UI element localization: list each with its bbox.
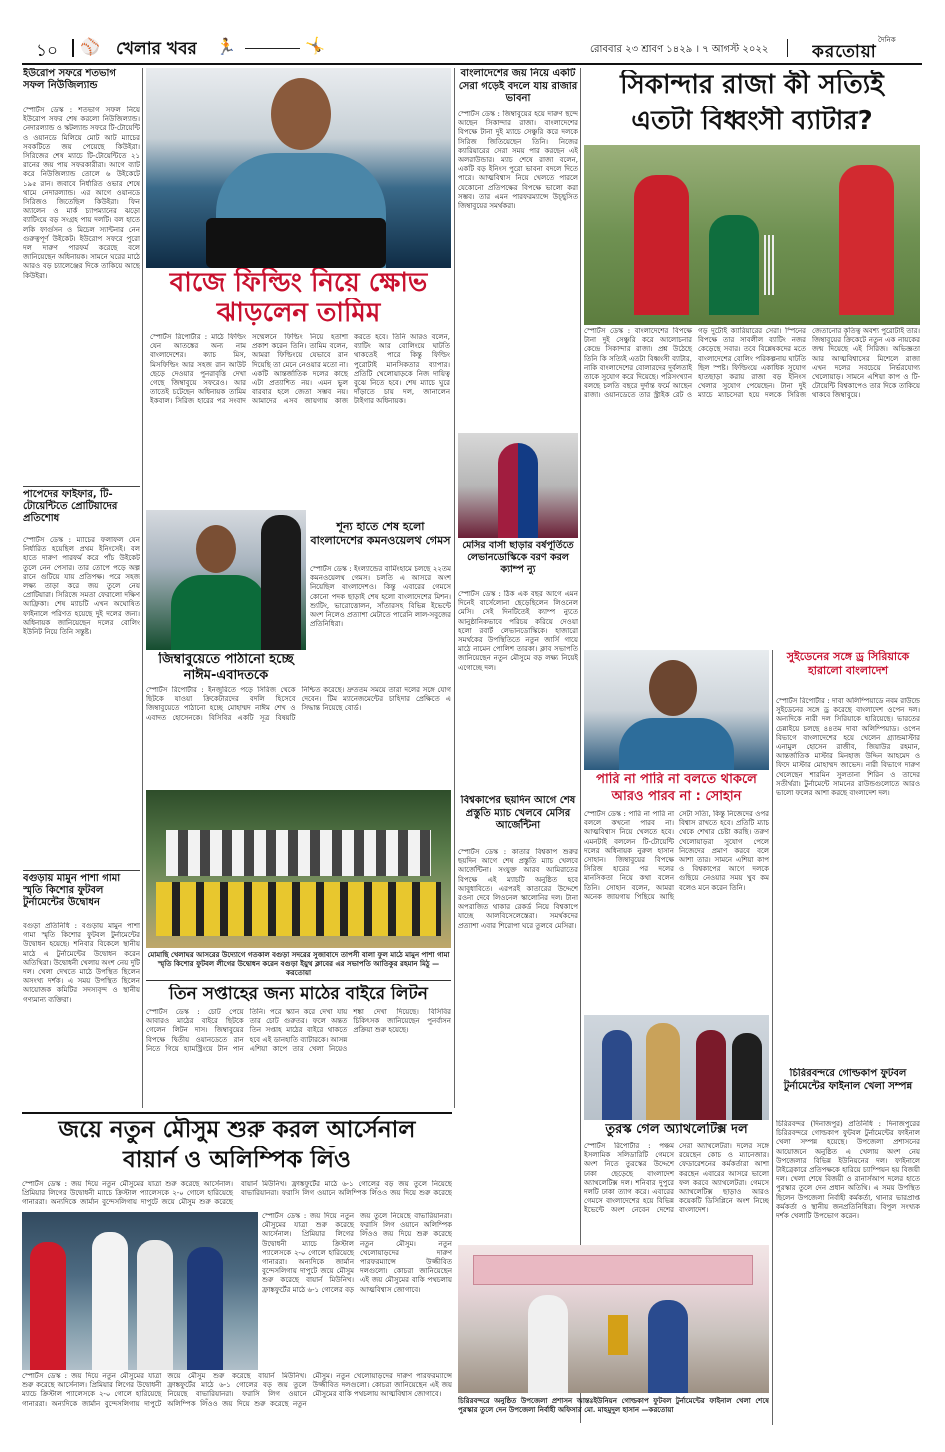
prize-caption: চিরিরবন্দরে অনুষ্ঠিত উপজেলা প্রশাসন আন্তঃইউনিয়ন গোল্ডকাপ ফুটবল টুর্নামেন্টের ফাইনাল খেলা শেষে পুরস্কার তুলে দেন উপজেলা নির্বাহী অফিসার মো. মাহমুদুল হাসান —করতোয়া — [458, 1396, 769, 1414]
microphone-cluster — [206, 218, 386, 268]
lyon-player-2 — [137, 1240, 173, 1370]
page-header — [30, 36, 920, 62]
fielder-figure — [839, 165, 894, 315]
page-number: ১০ — [36, 41, 59, 61]
sohan-shoulders — [619, 718, 734, 770]
argentina-body: স্পোর্টস ডেস্ক : কাতার বিশ্বকাপ শুরুর ছয়দিন আগে শেষ প্রস্তুতি ম্যাচ খেলবে আর্জেন্টিনা। সংযুক্ত আরব আমিরাতের বিপক্ষে এই ম্যাচটি অনুষ্ঠিত হবে আবুধাবিতে। এরপরই কাতারের উদ্দেশে রওনা দেবে লিওনেল স্কালোনির দল। টানা অপরাজিত থাকার রেকর্ড নিয়ে বিশ্বকাপে যাচ্ছে আলবিসেলেস্তেরা। সমর্থকদের প্রত্যাশা এবার শিরোপা ঘরে তুলবে মেসিরা। — [458, 848, 578, 930]
tamim-head — [271, 78, 331, 150]
naim-jersey — [171, 575, 266, 650]
masthead-small: দৈনিক — [878, 36, 896, 44]
athletics-photo — [584, 1015, 769, 1120]
sweden-headline: সুইডেনের সঙ্গে ড্র সিরিয়াকে হারালো বাংলাদেশ — [786, 650, 910, 677]
header-rule — [245, 48, 300, 49]
team-row-front — [156, 882, 441, 936]
liton-headline: তিন সপ্তাহের জন্য মাঠের বাইরে লিটন — [169, 984, 428, 1004]
bogura-body: বগুড়া প্রতিনিধি : বগুড়ায় মামুন পাশা গামা স্মৃতি কিশোর ফুটবল টুর্নামেন্টের উদ্বোধন হয়েছে। শনিবার বিকেলে স্থানীয় মাঠে এ টুর্নামেন্টের উদ্বোধন করেন অতিথিরা। উদ্বোধনী খেলায় অংশ নেয় দুটি দল। খেলা দেখতে মাঠে উপস্থিত ছিলেন অসংখ্য দর্শক। এ সময় উপস্থিত ছিলেন আয়োজক কমিটির সদস্যবৃন্দ ও স্থানীয় গণ্যমান্য ব্যক্তিরা। — [23, 922, 140, 1004]
sweden-body: স্পোর্টস রিপোর্টার : দাবা অলিম্পিয়াডে নবম রাউন্ডে সুইডেনের সঙ্গে ড্র করেছে বাংলাদেশ ওপেন দল। অন্যদিকে নারী দল সিরিয়াকে হারিয়েছে। ভারতের চেন্নাইয়ে চলছে ৪৪তম দাবা অলিম্পিয়াড। ওপেন বিভাগে বাংলাদেশের হয়ে খেলেন গ্র্যান্ডমাস্টার এনামুল হোসেন রাজীব, জিয়াউর রহমান, আন্তর্জাতিক মাস্টার মিনহাজ উদ্দিন আহমেদ ও ফিদে মাস্টার মোহাম্মদ জাভেদ। নারী বিভাগে দারুণ খেলেছেন শারমিন সুলতানা শিরিন ও তাদের সতীর্থরা। টুর্নামেন্টে সামনের রাউন্ডগুলোতে আরও ভালো ফলের আশা করছে বাংলাদেশ দল। — [776, 697, 920, 798]
athlete-3 — [696, 1030, 726, 1120]
player-figure — [648, 1300, 688, 1393]
messi-body: স্পোর্টস ডেস্ক : ঠিক এক বছর আগে এমন দিনেই বার্সেলোনা ছেড়েছিলেন লিওনেল মেসি। সেই দিনটিতেই ক্যাম্প ন্যুতে আনুষ্ঠানিকভাবে পরিচয় করিয়ে দেওয়া হলো রবার্ট লেভানডোস্কিকে। হাজারো সমর্থকের উপস্থিতিতে নতুন জার্সি গায়ে মাঠে নামেন পোলিশ তারকা। ক্লাব সভাপতি জানিয়েছেন নতুন মৌসুমে বড় লক্ষ্য নিয়েই এগোচ্ছে দল। — [458, 590, 578, 672]
arsenal-intro: স্পোর্টস ডেস্ক : জয় দিয়ে নতুন মৌসুমের যাত্রা শুরু করেছে আর্সেনাল। প্রিমিয়ার লিগের উদ্বোধনী ম্যাচে ক্রিস্টাল প্যালেসকে ২-০ গোলে হারিয়েছে গানাররা। অন্যদিকে জার্মান বুন্দেসলিগায় দাপুটে জয়ে মৌসুম শুরু করেছে বায়ার্ন মিউনিখ। ফ্রাঙ্কফুর্টের মাঠে ৬-১ গোলের বড় জয় তুলে নিয়েছে বাভারিয়ানরা। ফরাসি লিগ ওয়ানে অলিম্পিক লিঁওও জয় দিয়ে শুরু করেছে — [22, 1180, 452, 1207]
col-divider-3 — [580, 68, 581, 1423]
player-2-figure — [261, 515, 301, 650]
arsenal-body-bottom: স্পোর্টস ডেস্ক : জয় দিয়ে নতুন মৌসুমের যাত্রা শুরু করেছে আর্সেনাল। প্রিমিয়ার লিগের উদ্বোধনী ম্যাচে ক্রিস্টাল প্যালেসকে ২-০ গোলে হারিয়েছে গানাররা। অন্যদিকে জার্মান বুন্দেসলিগায় দাপুটে জয়ে মৌসুম শুরু করেছে বায়ার্ন মিউনিখ। ফ্রাঙ্কফুর্টের মাঠে ৬-১ গোলের বড় জয় তুলে নিয়েছে বাভারিয়ানরা। ফরাসি লিগ ওয়ানে অলিম্পিক লিঁওও জয় দিয়ে শুরু করেছে নতুন মৌসুম। নতুন খেলোয়াড়দের দারুণ পারফরম্যান্সে উজ্জীবিত দলগুলো। কোচরা জানিয়েছেন এই জয় মৌসুমের বাকি পথচলায় আত্মবিশ্বাস জোগাবে। — [22, 1372, 452, 1408]
nz-headline: ইউরোপ সফরে শতভাগ সফল নিউজিল্যান্ড — [23, 68, 116, 91]
argentina-headline: বিশ্বকাপের ছয়দিন আগে শেষ প্রস্তুতি ম্যাচ খেলবে মেসির আর্জেন্টিনা — [460, 795, 576, 831]
team-photo-caption: মোমাছি খেলাঘর আসরের উদ্যোগে গতকাল বগুড়া সদরের সুজাবাদে তাপসী বালা ফুল মাঠে মামুন পাশা গামা স্মৃতি কিশোর ফুটবল লীগের উদ্বোধন করেন বগুড়া ইয়ুথ ক্লাবের এর সভাপতি আতিকুর রহমান মিঠু —করতোয়া — [147, 950, 450, 977]
footballer-icon: 🤸 — [305, 36, 325, 55]
section-title: খেলার খবর — [116, 39, 197, 59]
divider-bar — [72, 39, 74, 57]
proteas-headline: পাপেদের ফাইফার, টি-টোয়েন্টিতে প্রোটিয়াদের প্রতিশোধ — [23, 486, 140, 534]
messi-photo — [458, 433, 578, 538]
arsenal-headline-2: বায়ার্ন ও অলিম্পিক লিঁও — [123, 1147, 351, 1173]
masthead-logo: করতোয়া — [812, 42, 877, 62]
keeper-figure — [709, 215, 759, 315]
sohan-body: স্পোর্টস ডেস্ক : পারি না পারি না বললে কখনো পারব না। আত্মবিশ্বাস নিয়ে খেলতে হবে। এমনটাই বললেন টি-টোয়েন্টি দলের অধিনায়ক নুরুল হাসান সোহান। জিম্বাবুয়ের বিপক্ষে সিরিজ হারের পর দলের মানসিকতা নিয়ে কথা বলেন তিনি। সোহান বলেন, আমরা অনেক জায়গায় পিছিয়ে আছি সেটা সত্যি, কিন্তু নিজেদের ওপর বিশ্বাস রাখতে হবে। প্রতিটি ম্যাচ থেকে শেখার চেষ্টা করছি। তরুণ খেলোয়াড়রা সুযোগ পেলে নিজেদের প্রমাণ করবে বলে আশা তার। সামনে এশিয়া কাপ ও বিশ্বকাপের আগে দলকে গুছিয়ে নেওয়ার সময় খুব কম বলেও মনে করেন তিনি। — [584, 810, 769, 901]
commonwealth-body: স্পোর্টস ডেস্ক : ইংল্যান্ডের বার্মিংহামে চলছে ২২তম কমনওয়েলথ গেমস। চলতি এ আসরে অংশ নিয়েছিল বাংলাদেশও। কিন্তু এবারের গেমসে কোনো পদক ছাড়াই শেষ হলো বাংলাদেশের মিশন। শ্যুটিং, ভারোত্তোলন, সাঁতারসহ বিভিন্ন ইভেন্টে অংশ নিলেও প্রত্যাশা মেটাতে পারেনি লাল-সবুজের প্রতিনিধিরা। — [310, 565, 451, 629]
cricket-player-icon: ⚾ — [80, 37, 100, 56]
naim-head — [196, 525, 236, 573]
team-row-back — [166, 830, 431, 876]
athletics-headline: তুরস্ক গেল অ্যাথলেটিক্স দল — [605, 1122, 748, 1137]
raza-headline-2: এতটা বিধ্বংসী ব্যাটার? — [631, 106, 873, 136]
team-photo — [146, 790, 451, 948]
naim-photo — [146, 510, 306, 650]
arsenal-photo — [22, 1212, 258, 1370]
raza-side-headline: বাংলাদেশের জয় নিয়ে একটি সেরা গড়েই বদলে যায় রাজার ভাবনা — [458, 68, 578, 104]
raza-side-body: স্পোর্টস ডেস্ক : জিম্বাবুয়ের হয়ে দারুণ ছন্দে আছেন সিকান্দার রাজা। বাংলাদেশের বিপক্ষে টানা দুই ম্যাচে সেঞ্চুরি করে দলকে সিরিজ জিতিয়েছেন তিনি। নিজের ক্যারিয়ারের সেরা সময় পার করছেন এই অলরাউন্ডার। ম্যাচ শেষে রাজা বলেন, একটি বড় ইনিংস পুরো ভাবনা বদলে দিতে পারে। আত্মবিশ্বাস নিয়ে খেলতে পারলে যেকোনো প্রতিপক্ষের বিপক্ষে ভালো করা সম্ভব। তার এমন পারফরম্যান্সে উচ্ছ্বসিত জিম্বাবুয়ের সমর্থকরা। — [458, 110, 578, 211]
left-column — [23, 68, 140, 1113]
liton-rule — [146, 980, 451, 981]
messi-headline: মেসির বার্সা ছাড়ার বর্ষপূর্তিতে লেভানডোস্কিকে বরণ করল ক্যাম্প ন্যু — [462, 540, 574, 575]
bogura-headline: বগুড়ায় মামুন পাশা গামা স্মৃতি কিশোর ফুটবল টুর্নামেন্টের উদ্বোধন — [23, 870, 140, 920]
arsenal-headline-1: জয়ে নতুন মৌসুম শুরু করল আর্সেনাল — [58, 1117, 416, 1143]
tamim-headline-1: বাজে ফিল্ডিং নিয়ে ক্ষোভ — [169, 268, 428, 298]
athlete-4 — [732, 1033, 762, 1120]
tamim-photo — [146, 68, 451, 268]
tamim-headline-2: ঝাড়লেন তামিম — [216, 298, 381, 328]
chirirbandar-body: চিরিরবন্দর (দিনাজপুর) প্রতিনিধি : দিনাজপুরের চিরিরবন্দরে গোল্ডকাপ ফুটবল টুর্নামেন্টের ফাইনাল খেলা সম্পন্ন হয়েছে। উপজেলা প্রশাসনের আয়োজনে অনুষ্ঠিত এ খেলায় অংশ নেয় উপজেলার বিভিন্ন ইউনিয়নের দল। ফাইনালে টাইব্রেকারে প্রতিপক্ষকে হারিয়ে চ্যাম্পিয়ন হয় বিজয়ী দল। খেলা শেষে বিজয়ী ও রানার্সআপ দলের হাতে পুরস্কার তুলে দেন প্রধান অতিথি। এ সময় উপস্থিত ছিলেন উপজেলা নির্বাহী কর্মকর্তা, থানার ভারপ্রাপ্ত কর্মকর্তা ও স্থানীয় জনপ্রতিনিধিরা। বিপুল সংখ্যক দর্শক খেলাটি উপভোগ করেন। — [776, 1120, 920, 1221]
arsenal-body-right: স্পোর্টস ডেস্ক : জয় দিয়ে নতুন মৌসুমের যাত্রা শুরু করেছে আর্সেনাল। প্রিমিয়ার লিগের উদ্বোধনী ম্যাচে ক্রিস্টাল প্যালেসকে ২-০ গোলে হারিয়েছে গানাররা। অন্যদিকে জার্মান বুন্দেসলিগায় দাপুটে জয়ে মৌসুম শুরু করেছে বায়ার্ন মিউনিখ। ফ্রাঙ্কফুর্টের মাঠে ৬-১ গোলের বড় জয় তুলে নিয়েছে বাভারিয়ানরা। ফরাসি লিগ ওয়ানে অলিম্পিক লিঁওও জয় দিয়ে শুরু করেছে নতুন মৌসুম। নতুন খেলোয়াড়দের দারুণ পারফরম্যান্সে উজ্জীবিত দলগুলো। কোচরা জানিয়েছেন এই জয় মৌসুমের বাকি পথচলায় আত্মবিশ্বাস জোগাবে। — [262, 1212, 452, 1294]
batter-figure — [634, 175, 689, 315]
athletics-body: স্পোর্টস রিপোর্টার : পঞ্চম ইসলামিক সলিডারিটি গেমসে অংশ নিতে তুরস্কের উদ্দেশে ঢাকা ছেড়েছে বাংলাদেশ অ্যাথলেটিক্স দল। শনিবার দুপুরে দলটি ঢাকা ত্যাগ করে। এবারের গেমসে বাংলাদেশের হয়ে বিভিন্ন ইভেন্টে অংশ নেবেন দেশের সেরা অ্যাথলেটরা। দলের সঙ্গে রয়েছেন কোচ ও ম্যানেজার। ফেডারেশনের কর্মকর্তারা আশা করছেন এবারের আসরে ভালো ফল করবে অ্যাথলেটরা। গেমসে অ্যাথলেটিক্স ছাড়াও আরও কয়েকটি ডিসিপ্লিনে অংশ নিচ্ছে বাংলাদেশ। — [584, 1142, 769, 1215]
commonwealth-headline: শূন্য হাতে শেষ হলো বাংলাদেশের কমনওয়েলথ গেমস — [310, 520, 451, 547]
runner-icon: 🏃 — [216, 37, 236, 56]
header-rule-bottom — [22, 63, 922, 65]
athlete-1 — [602, 1030, 632, 1120]
stumps — [764, 235, 774, 295]
col-divider-4 — [772, 650, 773, 1425]
liton-body: স্পোর্টস ডেস্ক : চোট পেয়ে আবারও মাঠের বাইরে ছিটকে গেলেন লিটন দাস। জিম্বাবুয়ের বিপক্ষে দ্বিতীয় ওয়ানডেতে রান নিতে গিয়ে হ্যামস্ট্রিংয়ে টান পান তিনি। পরে স্ক্যান করে দেখা যায় তার চোট গুরুতর। ফলে অন্তত তিন সপ্তাহ মাঠের বাইরে থাকতে হবে এই ডানহাতি ব্যাটারকে। আসন্ন এশিয়া কাপে তার খেলা নিয়েও শঙ্কা দেখা দিয়েছে। বিসিবির চিকিৎসক জানিয়েছেন পুনর্বাসন প্রক্রিয়া শুরু হয়েছে। — [146, 1008, 451, 1053]
prize-photo — [458, 1245, 769, 1393]
chirirbandar-headline: চিরিরবন্দরে গোল্ডকাপ ফুটবল টুর্নামেন্টের ফাইনাল খেলা সম্পন্ন — [783, 1068, 913, 1092]
proteas-body: স্পোর্টস ডেস্ক : ম্যাচের ফলাফল যেন নির্ধারিত হয়েছিল প্রথম ইনিংসেই। বল হাতে দারুণ পারফর্ম করে পাঁচ উইকেট তুলে নেন পেসার। তার তোপে পড়ে অল্প রানে গুটিয়ে যায় প্রতিপক্ষ। পরে সহজ লক্ষ্য তাড়া করে জয় তুলে নেয় প্রোটিয়ারা। সিরিজে সমতা ফেরালো দক্ষিণ আফ্রিকা। শেষ ম্যাচটি এখন অঘোষিত ফাইনালে পরিণত হয়েছে দুই দলের জন্য। অধিনায়ক জানিয়েছেন দলের বোলিং ইউনিট নিয়ে তিনি সন্তুষ্ট। — [23, 536, 140, 637]
bayern-player-1 — [30, 1242, 66, 1370]
sohan-head — [649, 660, 697, 716]
sohan-headline-1: পারি না পারি না বলতে থাকলে — [596, 772, 757, 787]
header-date: রোববার ২৩ শ্রাবণ ১৪২৯ । ৭ আগস্ট ২০২২ — [590, 44, 769, 55]
banner — [473, 1255, 753, 1285]
sohan-photo — [584, 650, 769, 770]
trophy-figure — [608, 1315, 628, 1355]
raza-headline-1: সিকান্দার রাজা কী সত্যিই — [620, 70, 884, 100]
nz-body: স্পোর্টস ডেস্ক : শতভাগ সফল নিয়ে ইউরোপ সফর শেষ করলো নিউজিল্যান্ড। নেদারল্যান্ড ও স্কটল্যান্ড সফরে টি-টোয়েন্টি ও ওয়ানডে মিলিয়ে মোট আট ম্যাচের সবকটিতে জয় পেয়েছে কিউইরা। সিরিজের শেষ ম্যাচে টি-টোয়েন্টিতে ২১ রানের জয় পায় সফরকারীরা। আগে ব্যাট করে নিউজিল্যান্ড তোলে ৬ উইকেটে ১৯৫ রান। জবাবে নির্ধারিত ওভার শেষে থামে নেদারল্যান্ড। এর আগে ওয়ানডে সিরিজও জিতেছিল কিউইরা। ফিন অ্যালেন ও মার্ক চ্যাপম্যানের ঝড়ো ব্যাটিংয়ে বড় সংগ্রহ পায় দলটি। বল হাতে লকি ফার্গুসন ও মিচেল স্যান্টনার নেন গুরুত্বপূর্ণ উইকেট। ইউরোপ সফরে পুরো দল দারুণ পারফর্ম করেছে বলে জানিয়েছেন অধিনায়ক। সামনে ঘরের মাঠে আরও বড় চ্যালেঞ্জের দিকে তাকিয়ে আছে কিউইরা। — [23, 106, 140, 280]
athlete-2 — [646, 1023, 680, 1120]
lewandowski-figure — [498, 443, 538, 538]
raza-body: স্পোর্টস ডেস্ক : বাংলাদেশের বিপক্ষে টানা দুই সেঞ্চুরি করে আলোচনার কেন্দ্রে সিকান্দার রাজা। প্রশ্ন উঠেছে তিনি কি সত্যিই এতটা বিধ্বংসী ব্যাটার, নাকি বাংলাদেশের বোলারদের দুর্বলতাই তাকে সুযোগ করে দিয়েছে। পরিসংখ্যান বলছে চলতি বছরে দুর্দান্ত ফর্মে আছেন রাজা। ওয়ানডেতে তার স্ট্রাইক রেট ও গড় দুটোই ক্যারিয়ারের সেরা। স্পিনের বিপক্ষে তার সাবলীল ব্যাটিং নজর কেড়েছে সবার। তবে বিশ্লেষকদের মতে বাংলাদেশের বোলিং পরিকল্পনায় ঘাটতি ছিল স্পষ্ট। ফিল্ডিংয়ে একাধিক সুযোগ হাতছাড়া করায় রাজা বড় ইনিংস খেলার সুযোগ পেয়েছেন। টানা দুই ম্যাচে ম্যাচসেরা হয়ে দলকে সিরিজ জেতানোর কৃতিত্ব অবশ্য পুরোটাই তার। জিম্বাবুয়ের ক্রিকেটে নতুন এক নায়কের জন্ম দিয়েছে এই সিরিজ। অভিজ্ঞতা আর আত্মবিশ্বাসের মিশেলে রাজা এখন দলের সবচেয়ে নির্ভরযোগ্য খেলোয়াড়। সামনে এশিয়া কাপ ও টি-টোয়েন্টি বিশ্বকাপেও তার দিকে তাকিয়ে থাকবে জিম্বাবুয়ে। — [584, 327, 920, 400]
lyon-player-1 — [92, 1232, 128, 1370]
col-divider-1 — [142, 68, 143, 1108]
sohan-headline-2: আরও পারব না : সোহান — [611, 789, 742, 804]
arsenal-top-rule — [22, 1112, 452, 1114]
col-divider-2 — [454, 68, 455, 1108]
tamim-body: স্পোর্টস রিপোর্টার : মাঠে ফিল্ডিং যেন আতঙ্কের অন্য নাম বাংলাদেশের। ক্যাচ মিস, মিসফিল্ডিং আর সহজ রান আউট ছেড়ে দেওয়ার পুনরাবৃত্তি দেখা গেছে জিম্বাবুয়ে সফরেও। আর তাতেই চটেছেন অধিনায়ক তামিম ইকবাল। সিরিজ হারের পর সংবাদ সম্মেলনে ফিল্ডিং নিয়ে হতাশা প্রকাশ করেন তিনি। তামিম বলেন, আমরা ফিল্ডিংয়ে যেভাবে রান দিয়েছি তা মেনে নেওয়ার মতো না। একটি আন্তর্জাতিক দলের কাছে এটা প্রত্যাশিত নয়। এমন ভুল বারবার হলে জেতা সম্ভব নয়। আমাদের এসব জায়গায় কাজ করতে হবে। তিনি আরও বলেন, ব্যাটিং আর বোলিংয়ে ঘাটতি থাকতেই পারে কিন্তু ফিল্ডিং পুরোটাই মানসিকতার ব্যাপার। প্রতিটি খেলোয়াড়কে নিজ দায়িত্ব বুঝে নিতে হবে। শেষ ম্যাচে ঘুরে দাঁড়াতে চায় দল, জানালেন টাইগার অধিনায়ক। — [150, 333, 450, 406]
raza-photo — [584, 145, 920, 325]
official-figure — [528, 1295, 568, 1393]
header-date-rule — [787, 39, 788, 57]
naim-headline: জিম্বাবুয়েতে পাঠানো হচ্ছে নাঈম-এবাদতকে — [158, 652, 294, 683]
naim-body: স্পোর্টস রিপোর্টার : ইনজুরিতে পড়ে সিরিজ থেকে ছিটকে যাওয়া ক্রিকেটারদের বদলি হিসেবে জিম্বাবুয়েতে পাঠানো হচ্ছে মোহাম্মদ নাঈম শেখ ও এবাদত হোসেনকে। বিসিবির একটি সূত্র বিষয়টি নিশ্চিত করেছে। দ্রুততম সময়ে তারা দলের সঙ্গে যোগ দেবেন। টিম ম্যানেজমেন্টের চাহিদার প্রেক্ষিতে এ সিদ্ধান্ত নিয়েছে বোর্ড। — [146, 686, 451, 722]
arsenal-player-1 — [187, 1247, 223, 1370]
